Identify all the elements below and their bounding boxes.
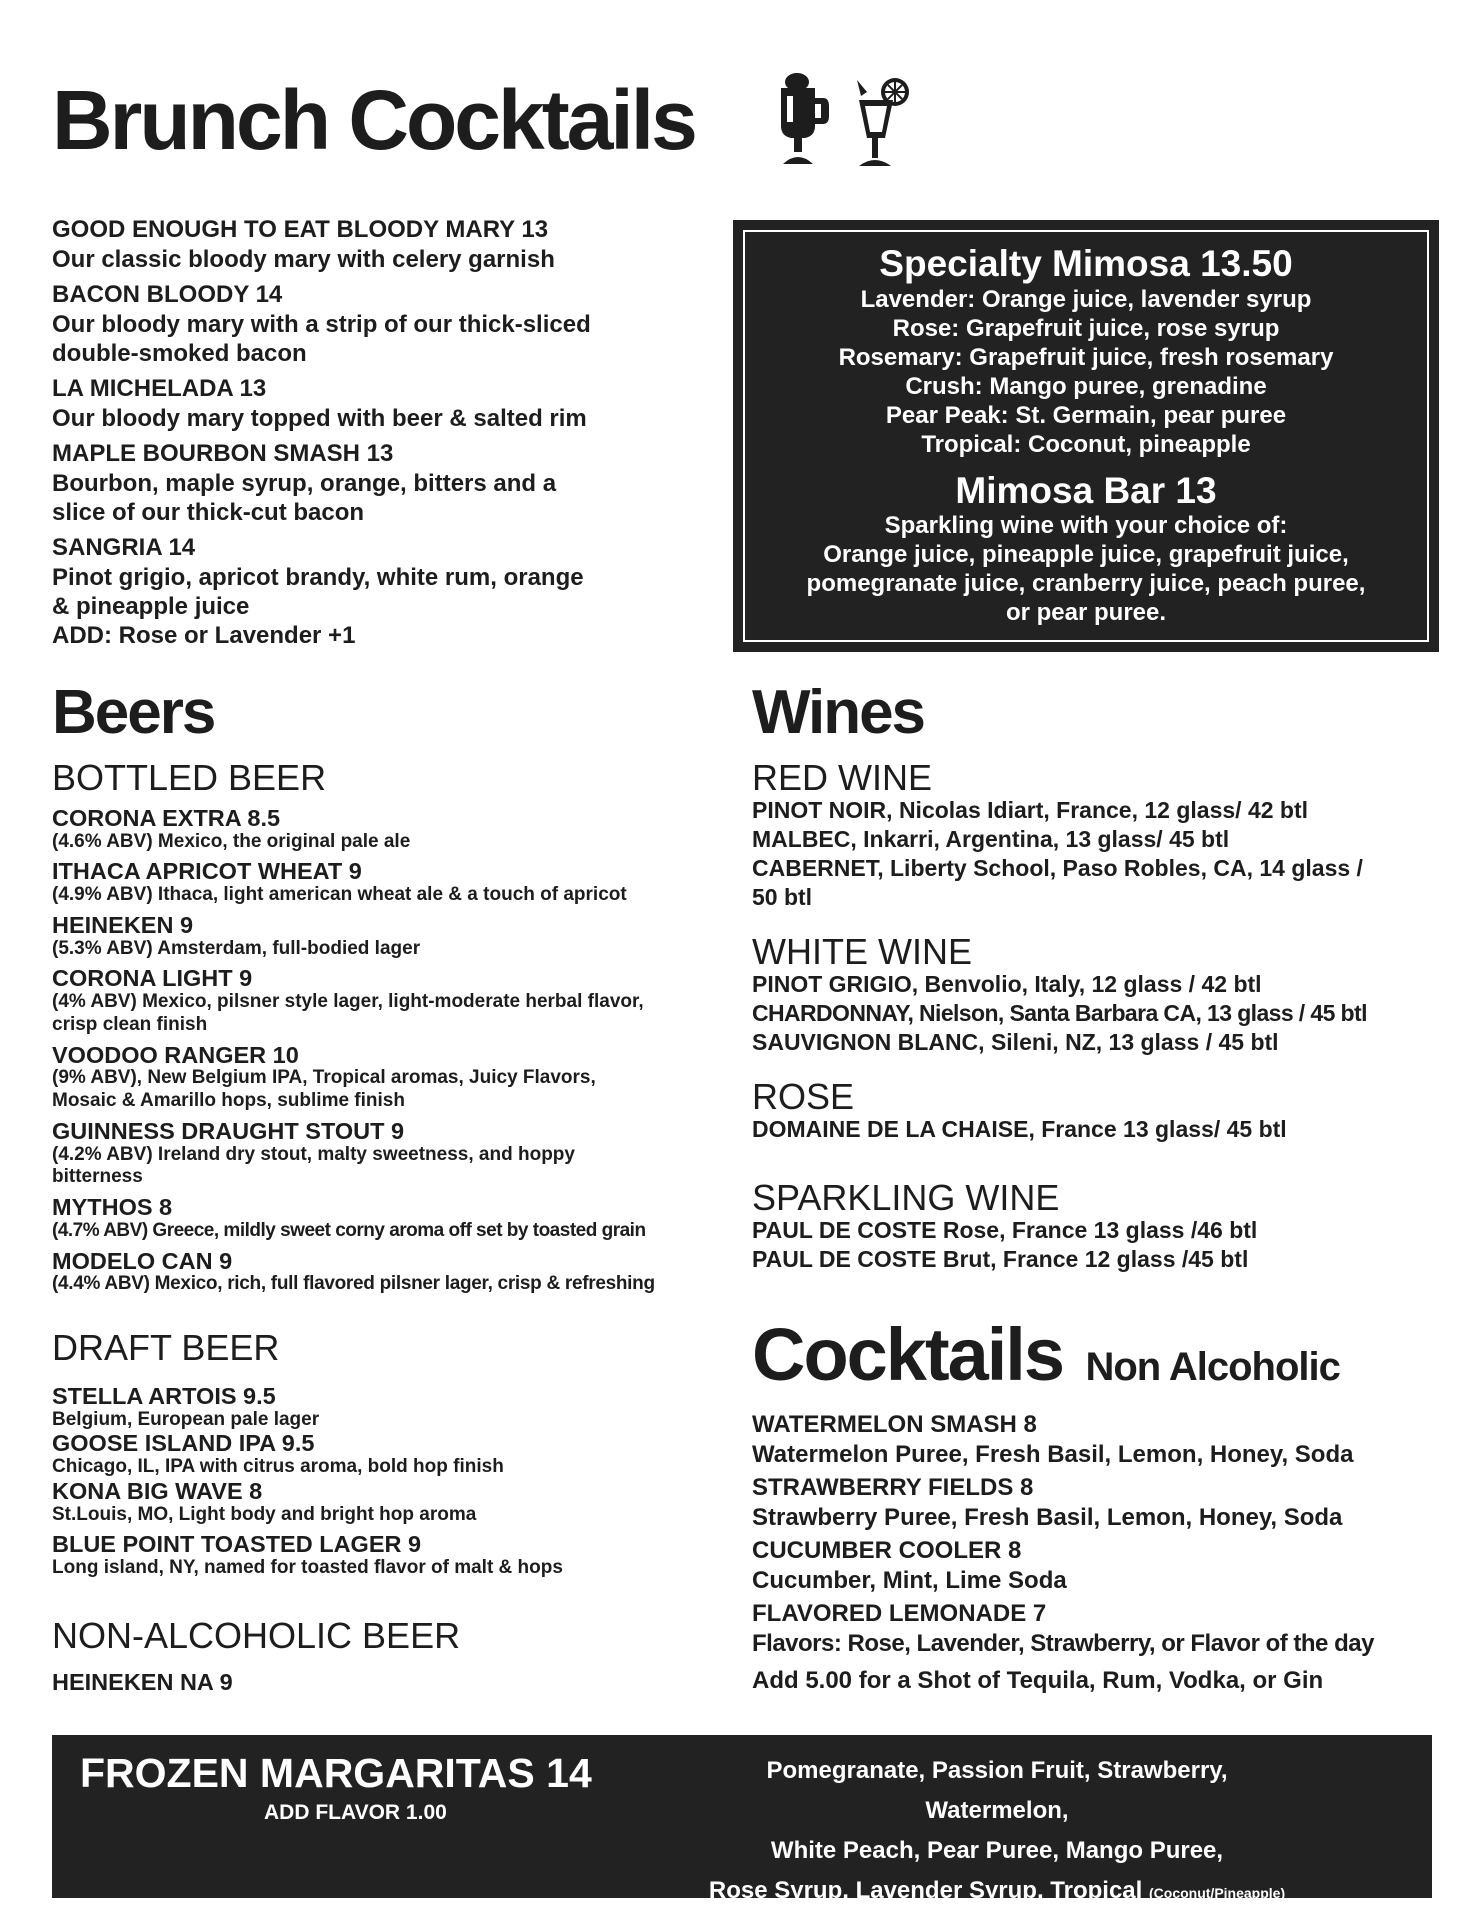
item-name: SANGRIA 14	[52, 534, 196, 561]
list-item	[52, 1119, 732, 1189]
wine-group-title: WHITE WINE	[752, 931, 972, 972]
item-name: MYTHOS 8	[52, 1194, 173, 1221]
non-alcoholic-beer-title: NON-ALCOHOLIC BEER	[52, 1615, 461, 1656]
draft-beer-list	[52, 1384, 732, 1580]
item-name: STRAWBERRY FIELDS 8	[752, 1474, 1034, 1501]
list-item	[752, 1473, 1452, 1532]
item-name: ITHACA APRICOT WHEAT 9	[52, 858, 362, 885]
list-item	[52, 280, 692, 368]
frozen-title: FROZEN MARGARITAS 14	[80, 1750, 592, 1796]
item-name: GOOD ENOUGH TO EAT BLOODY MARY 13	[52, 216, 549, 243]
list-item	[52, 533, 692, 650]
list-item	[52, 1249, 732, 1296]
item-description: Our bloody mary topped with beer & salted rim	[52, 405, 587, 432]
list-item	[52, 1195, 732, 1242]
wine-group	[752, 757, 1452, 912]
item-description: ADD: Rose or Lavender +1	[52, 622, 356, 649]
item-description: (4% ABV) Mexico, pilsner style lager, light-moderate herbal flavor,	[52, 991, 644, 1013]
mimosa-line: Rose: Grapefruit juice, rose syrup	[892, 314, 1280, 342]
wine-group-title: RED WINE	[752, 757, 932, 798]
item-description: Our classic bloody mary with celery garnish	[52, 246, 555, 273]
tropical-cocktail-icon	[857, 78, 909, 166]
item-name: HEINEKEN NA 9	[52, 1669, 233, 1695]
item-name: CORONA EXTRA 8.5	[52, 805, 281, 831]
bottled-beer-list	[52, 806, 732, 1302]
list-item	[52, 1431, 732, 1478]
wine-line: PAUL DE COSTE Rose, France 13 glass /46 btl	[752, 1217, 1258, 1243]
wine-group	[752, 931, 1452, 1057]
mimosa-line: pomegranate juice, cranberry juice, peach puree,	[806, 570, 1366, 598]
wine-group-title: SPARKLING WINE	[752, 1177, 1060, 1218]
wine-line: SAUVIGNON BLANC, Sileni, NZ, 13 glass / 45 btl	[752, 1029, 1279, 1055]
mimosa-box-border	[743, 230, 1429, 642]
item-description: Our bloody mary with a strip of our thick-sliced	[52, 311, 591, 338]
mimosa-line: Rosemary: Grapefruit juice, fresh rosemary	[838, 343, 1334, 371]
flavor-line-with-note	[697, 1871, 1297, 1913]
list-item	[52, 966, 732, 1036]
list-item	[52, 215, 692, 274]
item-description: Watermelon Puree, Fresh Basil, Lemon, Honey, Soda	[752, 1441, 1354, 1468]
item-description: (4.9% ABV) Ithaca, light american wheat ale & a touch of apricot	[52, 884, 627, 906]
item-description: Pinot grigio, apricot brandy, white rum, orange	[52, 564, 584, 591]
item-description: (9% ABV), New Belgium IPA, Tropical aromas, Juicy Flavors,	[52, 1067, 596, 1089]
item-description: bitterness	[52, 1166, 143, 1188]
item-description: St.Louis, MO, Light body and bright hop aroma	[52, 1503, 477, 1525]
item-name: CORONA LIGHT 9	[52, 965, 253, 992]
item-description: (4.2% ABV) Ireland dry stout, malty sweetness, and hoppy	[52, 1143, 575, 1165]
wine-line: DOMAINE DE LA CHAISE, France 13 glass/ 45 btl	[752, 1116, 1287, 1142]
mimosa-bar-title: Mimosa Bar 13	[955, 469, 1217, 511]
list-item	[52, 1479, 732, 1526]
frozen-margaritas-banner	[52, 1735, 1432, 1904]
mimosa-box	[733, 220, 1439, 652]
item-description: Bourbon, maple syrup, orange, bitters and a	[52, 470, 557, 497]
list-item	[52, 806, 732, 853]
frozen-flavors	[697, 1751, 1297, 1913]
flavor-line: White Peach, Pear Puree, Mango Puree,	[770, 1837, 1224, 1864]
item-description: Belgium, European pale lager	[52, 1408, 320, 1430]
wine-line: CABERNET, Liberty School, Paso Robles, CA, 14 glass /	[752, 855, 1363, 881]
mimosa-line: Orange juice, pineapple juice, grapefruit juice,	[823, 541, 1349, 569]
mimosa-line: Sparkling wine with your choice of:	[884, 512, 1288, 540]
wine-line: MALBEC, Inkarri, Argentina, 13 glass/ 45 btl	[752, 826, 1230, 852]
list-item	[52, 1532, 732, 1579]
frozen-add-flavor: ADD FLAVOR 1.00	[264, 1801, 447, 1824]
brunch-cocktail-list	[52, 215, 692, 656]
page-title: Brunch Cocktails	[52, 73, 695, 167]
na-cocktails-heading	[752, 1313, 1340, 1396]
item-name: KONA BIG WAVE 8	[52, 1477, 263, 1504]
item-name: FLAVORED LEMONADE 7	[752, 1600, 1047, 1627]
cocktails-subtitle: Non Alcoholic	[1085, 1345, 1340, 1389]
wine-line: PINOT GRIGIO, Benvolio, Italy, 12 glass / 42 btl	[752, 971, 1262, 997]
wine-group	[752, 1076, 1452, 1144]
item-name: BACON BLOODY 14	[52, 281, 283, 308]
item-description: (5.3% ABV) Amsterdam, full-bodied lager	[52, 937, 421, 959]
item-name: VOODOO RANGER 10	[52, 1041, 299, 1068]
list-item	[52, 1384, 732, 1431]
list-item	[52, 439, 692, 527]
item-description: (4.4% ABV) Mexico, rich, full flavored pilsner lager, crisp & refreshing	[52, 1273, 655, 1295]
list-item	[52, 859, 732, 906]
item-name: GUINNESS DRAUGHT STOUT 9	[52, 1117, 405, 1144]
item-name: CUCUMBER COOLER 8	[752, 1537, 1022, 1564]
flavor-note: (Coconut/Pineapple)	[1149, 1885, 1286, 1901]
item-description: crisp clean finish	[52, 1013, 208, 1035]
beer-mug-icon	[781, 73, 829, 164]
item-description: & pineapple juice	[52, 593, 250, 620]
item-name: LA MICHELADA 13	[52, 375, 267, 402]
mimosa-line: or pear puree.	[1005, 599, 1167, 627]
drink-glasses-icon	[775, 70, 915, 170]
item-description: Mosaic & Amarillo hops, sublime finish	[52, 1090, 405, 1112]
item-description: Cucumber, Mint, Lime Soda	[752, 1567, 1067, 1594]
flavor-line: Pomegranate, Passion Fruit, Strawberry, Watermelon,	[766, 1757, 1228, 1824]
list-item	[52, 913, 732, 960]
item-name: BLUE POINT TOASTED LAGER 9	[52, 1531, 422, 1558]
item-description: slice of our thick-cut bacon	[52, 499, 365, 526]
wine-line: 50 btl	[752, 884, 813, 910]
list-item	[752, 1536, 1452, 1595]
list-item	[52, 1043, 732, 1113]
item-name: GOOSE ISLAND IPA 9.5	[52, 1430, 315, 1457]
mimosa-line: Lavender: Orange juice, lavender syrup	[860, 285, 1312, 313]
item-description: Long island, NY, named for toasted flavor of malt & hops	[52, 1557, 563, 1579]
item-name: MODELO CAN 9	[52, 1247, 233, 1274]
item-description: (4.6% ABV) Mexico, the original pale ale	[52, 830, 411, 852]
wine-line: PINOT NOIR, Nicolas Idiart, France, 12 glass/ 42 btl	[752, 797, 1309, 823]
wine-line: PAUL DE COSTE Brut, France 12 glass /45 btl	[752, 1246, 1249, 1272]
flavor-line: Rose Syrup, Lavender Syrup, Tropical	[708, 1877, 1143, 1904]
na-cocktail-list	[752, 1410, 1452, 1695]
bottled-beer-title: BOTTLED BEER	[52, 757, 327, 798]
cocktails-title: Cocktails	[752, 1313, 1064, 1396]
wine-group	[752, 1177, 1452, 1274]
mimosa-line: Pear Peak: St. Germain, pear puree	[885, 401, 1287, 429]
item-name: STELLA ARTOIS 9.5	[52, 1383, 276, 1409]
beers-title: Beers	[52, 678, 215, 747]
item-description: Flavors: Rose, Lavender, Strawberry, or Flavor of the day	[752, 1630, 1374, 1657]
add-shot-note: Add 5.00 for a Shot of Tequila, Rum, Vodka, or Gin	[752, 1667, 1324, 1694]
item-description: (4.7% ABV) Greece, mildly sweet corny aroma off set by toasted grain	[52, 1219, 646, 1241]
list-item	[52, 374, 692, 433]
draft-beer-title: DRAFT BEER	[52, 1327, 280, 1368]
item-description: double-smoked bacon	[52, 340, 307, 367]
item-name: WATERMELON SMASH 8	[752, 1411, 1037, 1438]
item-name: MAPLE BOURBON SMASH 13	[52, 440, 394, 467]
wines-title: Wines	[752, 678, 925, 747]
wine-list	[752, 757, 1452, 1274]
item-name: HEINEKEN 9	[52, 911, 194, 938]
mimosa-line: Crush: Mango puree, grenadine	[905, 372, 1267, 400]
item-description: Chicago, IL, IPA with citrus aroma, bold hop finish	[52, 1456, 504, 1478]
list-item	[752, 1599, 1452, 1658]
list-item	[752, 1410, 1452, 1469]
mimosa-line: Tropical: Coconut, pineapple	[921, 430, 1251, 458]
wine-line: CHARDONNAY, Nielson, Santa Barbara CA, 13 glass / 45 btl	[752, 1000, 1367, 1026]
wine-group-title: ROSE	[752, 1076, 855, 1117]
specialty-mimosa-title: Specialty Mimosa 13.50	[879, 243, 1293, 284]
item-description: Strawberry Puree, Fresh Basil, Lemon, Honey, Soda	[752, 1504, 1343, 1531]
